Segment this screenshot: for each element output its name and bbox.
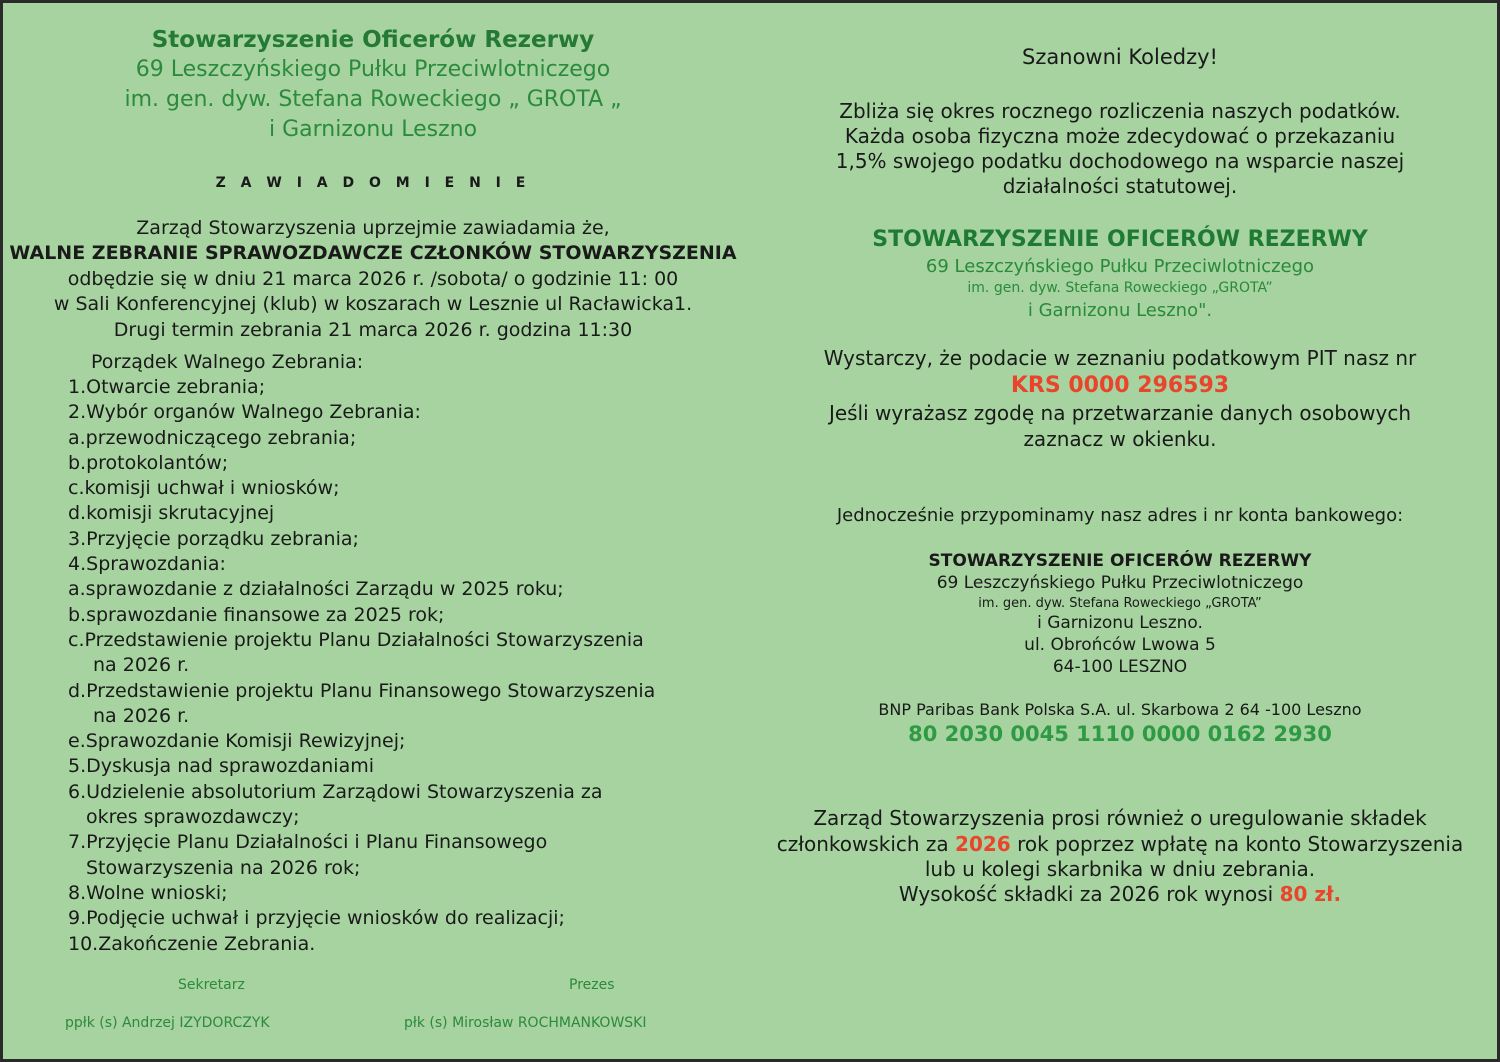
agenda-item: 4.Sprawozdania:	[68, 553, 226, 576]
president-title: Prezes	[569, 977, 615, 993]
agenda-item: 3.Przyjęcie porządku zebrania;	[68, 527, 359, 550]
tax-paragraph-line: 1,5% swojego podatku dochodowego na wsparcie naszej	[835, 149, 1405, 173]
tax-paragraph-line: Każda osoba fizyczna może zdecydować o przekazaniu	[844, 124, 1396, 148]
agenda-item: e.Sprawozdanie Komisji Rewizyjnej;	[68, 730, 406, 753]
address-reminder: Jednocześnie przypominamy nasz adres i nr konta bankowego:	[836, 505, 1404, 526]
agenda-item: d.Przedstawienie projektu Planu Finansowego Stowarzyszenia	[68, 679, 656, 702]
org-subtitle-line: 69 Leszczyńskiego Pułku Przeciwlotniczego	[135, 57, 611, 82]
greeting: Szanowni Koledzy!	[1022, 45, 1218, 69]
meeting-title: WALNE ZEBRANIE SPRAWOZDAWCZE CZŁONKÓW STOWARZYSZENIA	[9, 242, 737, 264]
dues-line	[743, 882, 1497, 906]
dues-text: Wysokość składki za 2026 rok wynosi	[898, 882, 1280, 906]
bank-account-number: 80 2030 0045 1110 0000 0162 2930	[908, 722, 1332, 746]
intro-line: Zarząd Stowarzyszenia uprzejmie zawiadamia że,	[136, 217, 610, 239]
agenda-item: 9.Podjęcie uchwał i przyjęcie wniosków do realizacji;	[68, 907, 565, 930]
address-line: i Garnizonu Leszno.	[1037, 613, 1203, 633]
notice-sheet	[3, 3, 1497, 1059]
dues-year: 2026	[955, 832, 1011, 856]
agenda-list	[68, 375, 655, 957]
secretary-name: ppłk (s) Andrzej IZYDORCZYK	[65, 1015, 270, 1031]
dues-line: Zarząd Stowarzyszenia prosi również o uregulowanie składek	[813, 806, 1427, 830]
org-block-line: i Garnizonu Leszno".	[1027, 300, 1213, 321]
org-block-line: im. gen. dyw. Stefana Roweckiego „GROTA”	[967, 280, 1273, 296]
dues-text: członkowskich za	[776, 832, 956, 856]
agenda-item-continuation: okres sprawozdawczy;	[86, 806, 300, 829]
consent-line: zaznacz w okienku.	[1023, 427, 1217, 451]
agenda-item: b.sprawozdanie finansowe za 2025 rok;	[68, 603, 445, 626]
agenda-item: b.protokolantów;	[68, 451, 229, 474]
tax-paragraph-line: działalności statutowej.	[1002, 174, 1238, 198]
tax-paragraph-line: Zbliża się okres rocznego rozliczenia naszych podatków.	[839, 99, 1401, 123]
consent-line: Jeśli wyrażasz zgodę na przetwarzanie danych osobowych	[828, 401, 1412, 425]
agenda-item: a.przewodniczącego zebrania;	[68, 426, 357, 449]
address-city: 64-100 LESZNO	[1052, 657, 1188, 677]
agenda-item: 2.Wybór organów Walnego Zebrania:	[68, 401, 421, 424]
agenda-item: 5.Dyskusja nad sprawozdaniami	[68, 755, 375, 778]
agenda-item: c.Przedstawienie projektu Planu Działalności Stowarzyszenia	[68, 628, 644, 651]
notice-title: Z A W I A D O M I E N I E	[215, 175, 531, 191]
agenda-item: 1.Otwarcie zebrania;	[68, 376, 266, 398]
address-line: 69 Leszczyńskiego Pułku Przeciwlotniczego	[936, 573, 1304, 593]
dues-line: lub u kolegi skarbnika w dniu zebrania.	[924, 857, 1316, 881]
pit-instruction: Wystarczy, że podacie w zeznaniu podatkowym PIT nasz nr	[823, 346, 1417, 370]
org-subtitle-line: i Garnizonu Leszno	[268, 117, 478, 142]
bank-name: BNP Paribas Bank Polska S.A. ul. Skarbowa 2 64 -100 Leszno	[878, 700, 1362, 719]
dues-line	[743, 832, 1497, 856]
agenda-title: Porządek Walnego Zebrania:	[91, 351, 364, 373]
president-name: płk (s) Mirosław ROCHMANKOWSKI	[404, 1015, 647, 1031]
intro-line: w Sali Konferencyjnej (klub) w koszarach w Lesznie ul Racławicka1.	[53, 293, 693, 315]
org-block-line: 69 Leszczyńskiego Pułku Przeciwlotniczego	[925, 256, 1315, 277]
agenda-item-continuation: Stowarzyszenia na 2026 rok;	[86, 856, 361, 879]
secretary-title: Sekretarz	[178, 977, 245, 993]
agenda-item: a.sprawozdanie z działalności Zarządu w 2025 roku;	[68, 578, 564, 601]
agenda-item: 6.Udzielenie absolutorium Zarządowi Stowarzyszenia za	[68, 780, 603, 803]
agenda-item: 8.Wolne wnioski;	[68, 881, 228, 904]
agenda-item: 7.Przyjęcie Planu Działalności i Planu Finansowego	[68, 831, 548, 854]
org-name-heading: Stowarzyszenie Oficerów Rezerwy	[151, 27, 595, 53]
krs-number: KRS 0000 296593	[1010, 373, 1230, 398]
address-line: im. gen. dyw. Stefana Roweckiego „GROTA”	[978, 596, 1262, 611]
agenda-item: c.komisji uchwał i wniosków;	[68, 477, 340, 500]
dues-amount: 80 zł.	[1279, 882, 1342, 906]
intro-line: Drugi termin zebrania 21 marca 2026 r. godzina 11:30	[113, 319, 633, 341]
intro-line: odbędzie się w dniu 21 marca 2026 r. /sobota/ o godzinie 11: 00	[67, 268, 679, 290]
dues-text: rok poprzez wpłatę na konto Stowarzyszenia	[1010, 832, 1464, 856]
agenda-item: d.komisji skrutacyjnej	[68, 502, 275, 525]
address-org-name: STOWARZYSZENIE OFICERÓW REZERWY	[928, 551, 1312, 571]
org-subtitle-line: im. gen. dyw. Stefana Roweckiego „ GROTA „	[124, 87, 622, 112]
right-column	[743, 3, 1497, 1059]
left-column	[3, 3, 743, 1059]
agenda-item-continuation: na 2026 r.	[93, 654, 190, 677]
agenda-item-continuation: na 2026 r.	[93, 704, 190, 727]
agenda-item: 10.Zakończenie Zebrania.	[68, 932, 316, 955]
address-street: ul. Obrońców Lwowa 5	[1024, 635, 1216, 655]
org-block-name: STOWARZYSZENIE OFICERÓW REZERWY	[872, 227, 1368, 252]
